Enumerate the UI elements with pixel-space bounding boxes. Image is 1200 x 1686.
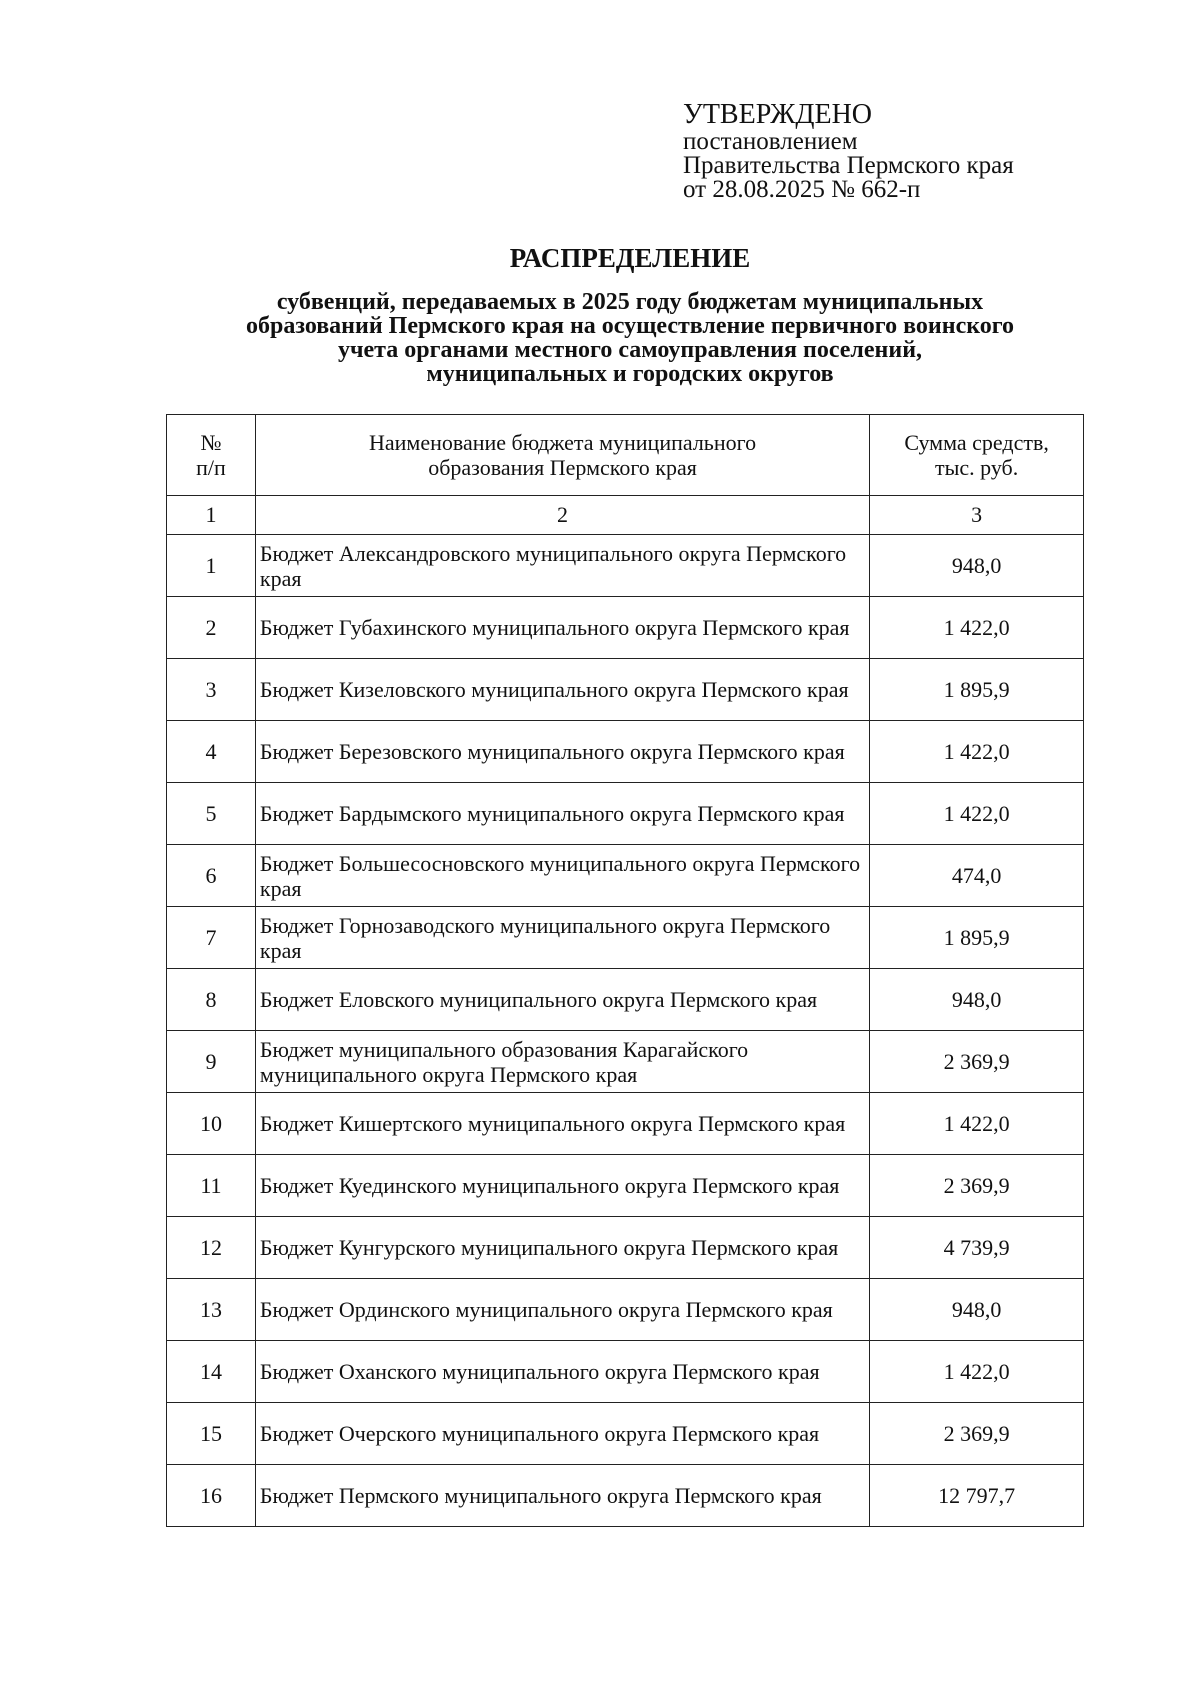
row-number: 2 bbox=[167, 597, 256, 659]
row-budget-name: Бюджет Очерского муниципального округа Пермского края bbox=[255, 1403, 869, 1465]
approval-stamp bbox=[683, 100, 1014, 202]
row-number: 1 bbox=[167, 535, 256, 597]
row-number: 4 bbox=[167, 721, 256, 783]
row-budget-name: Бюджет Еловского муниципального округа Пермского края bbox=[255, 969, 869, 1031]
row-number: 16 bbox=[167, 1465, 256, 1527]
table-row bbox=[167, 783, 1084, 845]
row-amount: 4 739,9 bbox=[870, 1217, 1084, 1279]
table-row bbox=[167, 1403, 1084, 1465]
table-row bbox=[167, 659, 1084, 721]
table-header-row bbox=[167, 415, 1084, 496]
row-budget-name: Бюджет муниципального образования Карагайского муниципального округа Пермского края bbox=[255, 1031, 869, 1093]
row-amount: 1 422,0 bbox=[870, 721, 1084, 783]
row-budget-name: Бюджет Александровского муниципального округа Пермского края bbox=[255, 535, 869, 597]
header-amount-line-1: Сумма средств, bbox=[904, 430, 1049, 455]
row-number: 8 bbox=[167, 969, 256, 1031]
row-amount: 474,0 bbox=[870, 845, 1084, 907]
row-amount: 1 422,0 bbox=[870, 1093, 1084, 1155]
header-amount bbox=[870, 415, 1084, 496]
header-num-line-1: № bbox=[200, 430, 222, 455]
row-amount: 948,0 bbox=[870, 1279, 1084, 1341]
document-title: РАСПРЕДЕЛЕНИЕ bbox=[509, 243, 751, 273]
column-number: 3 bbox=[870, 496, 1084, 535]
row-budget-name: Бюджет Березовского муниципального округа Пермского края bbox=[255, 721, 869, 783]
row-budget-name: Бюджет Бардымского муниципального округа Пермского края bbox=[255, 783, 869, 845]
subtitle-line-4: муниципальных и городских округов bbox=[426, 361, 834, 387]
table-row bbox=[167, 597, 1084, 659]
header-name-line-2: образования Пермского края bbox=[428, 455, 697, 480]
table-row bbox=[167, 969, 1084, 1031]
table-row bbox=[167, 1155, 1084, 1217]
document-subtitle bbox=[150, 290, 1110, 386]
approval-line-3: от 28.08.2025 № 662-п bbox=[683, 176, 921, 203]
table-row bbox=[167, 845, 1084, 907]
row-amount: 12 797,7 bbox=[870, 1465, 1084, 1527]
subtitle-line-3: учета органами местного самоуправления поселений, bbox=[337, 337, 923, 363]
column-number: 2 bbox=[255, 496, 869, 535]
document-heading bbox=[150, 242, 1110, 386]
row-number: 15 bbox=[167, 1403, 256, 1465]
row-budget-name: Бюджет Кишертского муниципального округа Пермского края bbox=[255, 1093, 869, 1155]
row-amount: 1 895,9 bbox=[870, 907, 1084, 969]
subtitle-line-2: образований Пермского края на осуществление первичного воинского bbox=[245, 313, 1015, 339]
approval-title: УТВЕРЖДЕНО bbox=[683, 99, 873, 130]
row-number: 9 bbox=[167, 1031, 256, 1093]
approval-line-1: постановлением bbox=[683, 128, 858, 155]
row-budget-name: Бюджет Кизеловского муниципального округа Пермского края bbox=[255, 659, 869, 721]
table-row bbox=[167, 1217, 1084, 1279]
row-number: 13 bbox=[167, 1279, 256, 1341]
table-row bbox=[167, 1031, 1084, 1093]
row-amount: 2 369,9 bbox=[870, 1155, 1084, 1217]
row-number: 6 bbox=[167, 845, 256, 907]
header-name-line-1: Наименование бюджета муниципального bbox=[368, 430, 757, 455]
header-amount-line-2: тыс. руб. bbox=[934, 455, 1019, 480]
row-number: 7 bbox=[167, 907, 256, 969]
table-row bbox=[167, 907, 1084, 969]
table-row bbox=[167, 1093, 1084, 1155]
distribution-table bbox=[166, 414, 1084, 1527]
row-amount: 1 895,9 bbox=[870, 659, 1084, 721]
table-row bbox=[167, 1279, 1084, 1341]
table-row bbox=[167, 1465, 1084, 1527]
approval-line-2: Правительства Пермского края bbox=[683, 152, 1014, 179]
header-num bbox=[167, 415, 256, 496]
row-amount: 1 422,0 bbox=[870, 783, 1084, 845]
row-amount: 948,0 bbox=[870, 969, 1084, 1031]
table-row bbox=[167, 535, 1084, 597]
row-budget-name: Бюджет Горнозаводского муниципального округа Пермского края bbox=[255, 907, 869, 969]
row-number: 10 bbox=[167, 1093, 256, 1155]
column-number: 1 bbox=[167, 496, 256, 535]
header-name bbox=[255, 415, 869, 496]
row-number: 12 bbox=[167, 1217, 256, 1279]
row-budget-name: Бюджет Губахинского муниципального округа Пермского края bbox=[255, 597, 869, 659]
row-number: 3 bbox=[167, 659, 256, 721]
header-num-line-2: п/п bbox=[196, 455, 226, 480]
row-budget-name: Бюджет Кунгурского муниципального округа Пермского края bbox=[255, 1217, 869, 1279]
row-budget-name: Бюджет Оханского муниципального округа Пермского края bbox=[255, 1341, 869, 1403]
row-amount: 948,0 bbox=[870, 535, 1084, 597]
row-budget-name: Бюджет Большесосновского муниципального округа Пермского края bbox=[255, 845, 869, 907]
row-amount: 2 369,9 bbox=[870, 1403, 1084, 1465]
subtitle-line-1: субвенций, передаваемых в 2025 году бюджетам муниципальных bbox=[276, 289, 984, 315]
row-amount: 1 422,0 bbox=[870, 597, 1084, 659]
row-number: 11 bbox=[167, 1155, 256, 1217]
row-budget-name: Бюджет Куединского муниципального округа Пермского края bbox=[255, 1155, 869, 1217]
table-row bbox=[167, 1341, 1084, 1403]
row-amount: 2 369,9 bbox=[870, 1031, 1084, 1093]
row-number: 14 bbox=[167, 1341, 256, 1403]
column-number-row bbox=[167, 496, 1084, 535]
row-amount: 1 422,0 bbox=[870, 1341, 1084, 1403]
row-number: 5 bbox=[167, 783, 256, 845]
row-budget-name: Бюджет Ординского муниципального округа Пермского края bbox=[255, 1279, 869, 1341]
table-row bbox=[167, 721, 1084, 783]
row-budget-name: Бюджет Пермского муниципального округа Пермского края bbox=[255, 1465, 869, 1527]
